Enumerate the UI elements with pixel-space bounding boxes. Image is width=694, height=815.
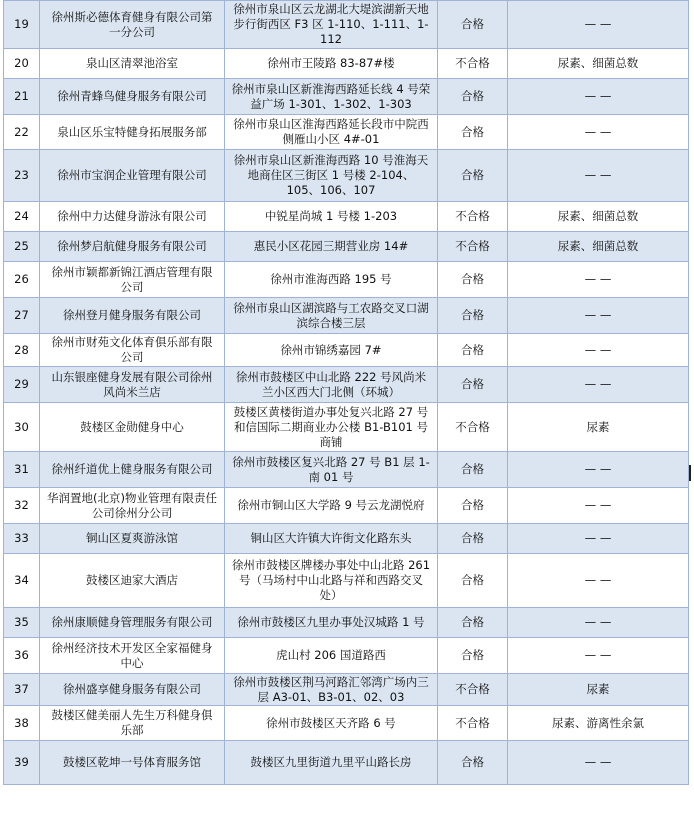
cell-company-name: 徐州市宝润企业管理有限公司 (40, 150, 225, 202)
cell-company-name: 鼓楼区乾坤一号体育服务馆 (40, 741, 225, 785)
cell-company-name: 徐州康顺健身管理服务有限公司 (40, 608, 225, 638)
cell-company-name: 徐州市财苑文化体育俱乐部有限公司 (40, 334, 225, 367)
cell-company-name: 徐州中力达健身游泳有限公司 (40, 202, 225, 232)
cell-failed-items: — — (508, 298, 689, 334)
cell-number: 29 (4, 367, 40, 403)
cell-result: 不合格 (438, 403, 508, 452)
cell-address: 徐州市鼓楼区荆马河路汇邻湾广场内三层 A3-01、B3-01、02、03 (225, 674, 438, 706)
cell-number: 31 (4, 452, 40, 488)
cell-result: 合格 (438, 638, 508, 674)
cell-number: 33 (4, 524, 40, 554)
cell-number: 20 (4, 49, 40, 79)
cell-result: 不合格 (438, 202, 508, 232)
cell-number: 23 (4, 150, 40, 202)
cell-result: 合格 (438, 262, 508, 298)
cell-result: 合格 (438, 488, 508, 524)
cell-result: 合格 (438, 79, 508, 115)
cell-company-name: 鼓楼区健美丽人先生万科健身俱乐部 (40, 706, 225, 741)
cell-failed-items: — — (508, 262, 689, 298)
cell-address: 徐州市泉山区新淮海西路 10 号淮海天地商住区三街区 1 号楼 2-104、105、106、107 (225, 150, 438, 202)
cell-number: 21 (4, 79, 40, 115)
cell-address: 虎山村 206 国道路西 (225, 638, 438, 674)
cell-result: 合格 (438, 298, 508, 334)
cell-company-name: 徐州纤道优上健身服务有限公司 (40, 452, 225, 488)
table-row (4, 367, 689, 403)
cell-address: 徐州市鼓楼区复兴北路 27 号 B1 层 1-南 01 号 (225, 452, 438, 488)
cell-company-name: 徐州青蜂鸟健身服务有限公司 (40, 79, 225, 115)
cell-address: 徐州市鼓楼区牌楼办事处中山北路 261 号（马场村中山北路与祥和西路交叉处） (225, 554, 438, 608)
cell-failed-items: 尿素、细菌总数 (508, 202, 689, 232)
cell-result: 合格 (438, 452, 508, 488)
table-row (4, 706, 689, 741)
cell-company-name: 徐州登月健身服务有限公司 (40, 298, 225, 334)
cursor-mark (689, 465, 691, 481)
cell-result: 合格 (438, 1, 508, 49)
cell-number: 25 (4, 232, 40, 262)
cell-company-name: 泉山区乐宝特健身拓展服务部 (40, 115, 225, 150)
cell-number: 36 (4, 638, 40, 674)
table-row (4, 150, 689, 202)
table-body (4, 1, 689, 785)
cell-failed-items: — — (508, 524, 689, 554)
cell-company-name: 鼓楼区迪家大酒店 (40, 554, 225, 608)
cell-result: 合格 (438, 524, 508, 554)
cell-number: 35 (4, 608, 40, 638)
cell-failed-items: — — (508, 115, 689, 150)
cell-failed-items: — — (508, 334, 689, 367)
cell-company-name: 泉山区清翠池浴室 (40, 49, 225, 79)
cell-number: 24 (4, 202, 40, 232)
table-row (4, 202, 689, 232)
cell-address: 徐州市鼓楼区九里办事处汉城路 1 号 (225, 608, 438, 638)
cell-result: 不合格 (438, 674, 508, 706)
cell-company-name: 华润置地(北京)物业管理有限责任公司徐州分公司 (40, 488, 225, 524)
cell-result: 合格 (438, 115, 508, 150)
cell-failed-items: — — (508, 452, 689, 488)
cell-address: 徐州市泉山区湖滨路与工农路交叉口湖滨综合楼三层 (225, 298, 438, 334)
cell-failed-items: — — (508, 79, 689, 115)
table-row (4, 524, 689, 554)
cell-failed-items: — — (508, 638, 689, 674)
table-row (4, 232, 689, 262)
cell-address: 徐州市泉山区新淮海西路延长线 4 号荣益广场 1-301、1-302、1-303 (225, 79, 438, 115)
cell-failed-items: 尿素 (508, 674, 689, 706)
cell-number: 32 (4, 488, 40, 524)
cell-address: 徐州市淮海西路 195 号 (225, 262, 438, 298)
cell-address: 徐州市铜山区大学路 9 号云龙湖悦府 (225, 488, 438, 524)
cell-company-name: 徐州盛享健身服务有限公司 (40, 674, 225, 706)
cell-failed-items: 尿素、游离性余氯 (508, 706, 689, 741)
cell-failed-items: 尿素 (508, 403, 689, 452)
cell-company-name: 山东银座健身发展有限公司徐州风尚米兰店 (40, 367, 225, 403)
cell-failed-items: — — (508, 488, 689, 524)
cell-failed-items: — — (508, 150, 689, 202)
cell-number: 37 (4, 674, 40, 706)
cell-number: 27 (4, 298, 40, 334)
cell-address: 徐州市鼓楼区中山北路 222 号风尚米兰小区西大门北侧（环城） (225, 367, 438, 403)
cell-failed-items: — — (508, 741, 689, 785)
table-row (4, 488, 689, 524)
table-row (4, 403, 689, 452)
cell-address: 惠民小区花园三期营业房 14# (225, 232, 438, 262)
cell-result: 合格 (438, 741, 508, 785)
cell-address: 铜山区大许镇大许街文化路东头 (225, 524, 438, 554)
cell-company-name: 徐州斯必德体育健身有限公司第一分公司 (40, 1, 225, 49)
cell-result: 不合格 (438, 49, 508, 79)
cell-company-name: 铜山区夏爽游泳馆 (40, 524, 225, 554)
cell-company-name: 鼓楼区金勋健身中心 (40, 403, 225, 452)
cell-failed-items: 尿素、细菌总数 (508, 232, 689, 262)
inspection-table (3, 0, 689, 785)
cell-result: 合格 (438, 608, 508, 638)
table-row (4, 741, 689, 785)
table-row (4, 262, 689, 298)
cell-number: 38 (4, 706, 40, 741)
cell-result: 不合格 (438, 706, 508, 741)
cell-number: 28 (4, 334, 40, 367)
cell-address: 徐州市泉山区云龙湖北大堤滨湖新天地步行街西区 F3 区 1-110、1-111、1-112 (225, 1, 438, 49)
cell-address: 徐州市鼓楼区天齐路 6 号 (225, 706, 438, 741)
cell-failed-items: — — (508, 554, 689, 608)
cell-number: 30 (4, 403, 40, 452)
cell-company-name: 徐州梦启航健身服务有限公司 (40, 232, 225, 262)
table-row (4, 674, 689, 706)
table-row (4, 638, 689, 674)
cell-number: 22 (4, 115, 40, 150)
table-row (4, 1, 689, 49)
table-row (4, 554, 689, 608)
cell-company-name: 徐州经济技术开发区全家福健身中心 (40, 638, 225, 674)
table-row (4, 452, 689, 488)
cell-failed-items: — — (508, 608, 689, 638)
cell-number: 39 (4, 741, 40, 785)
cell-result: 合格 (438, 334, 508, 367)
table-row (4, 49, 689, 79)
cell-result: 合格 (438, 554, 508, 608)
cell-address: 鼓楼区九里街道九里平山路长房 (225, 741, 438, 785)
table-row (4, 115, 689, 150)
cell-failed-items: 尿素、细菌总数 (508, 49, 689, 79)
cell-number: 26 (4, 262, 40, 298)
cell-address: 徐州市泉山区淮海西路延长段市中院西侧雁山小区 4#-01 (225, 115, 438, 150)
cell-address: 鼓楼区黄楼街道办事处复兴北路 27 号和信国际二期商业办公楼 B1-B101 号商铺 (225, 403, 438, 452)
cell-number: 34 (4, 554, 40, 608)
cell-result: 合格 (438, 150, 508, 202)
table-row (4, 334, 689, 367)
cell-failed-items: — — (508, 367, 689, 403)
table-row (4, 608, 689, 638)
cell-address: 徐州市王陵路 83-87#楼 (225, 49, 438, 79)
cell-company-name: 徐州市颖都新锦江酒店管理有限公司 (40, 262, 225, 298)
cell-address: 中锐星尚城 1 号楼 1-203 (225, 202, 438, 232)
cell-result: 不合格 (438, 232, 508, 262)
cell-number: 19 (4, 1, 40, 49)
cell-failed-items: — — (508, 1, 689, 49)
cell-address: 徐州市锦绣嘉园 7# (225, 334, 438, 367)
table-row (4, 298, 689, 334)
table-row (4, 79, 689, 115)
cell-result: 合格 (438, 367, 508, 403)
